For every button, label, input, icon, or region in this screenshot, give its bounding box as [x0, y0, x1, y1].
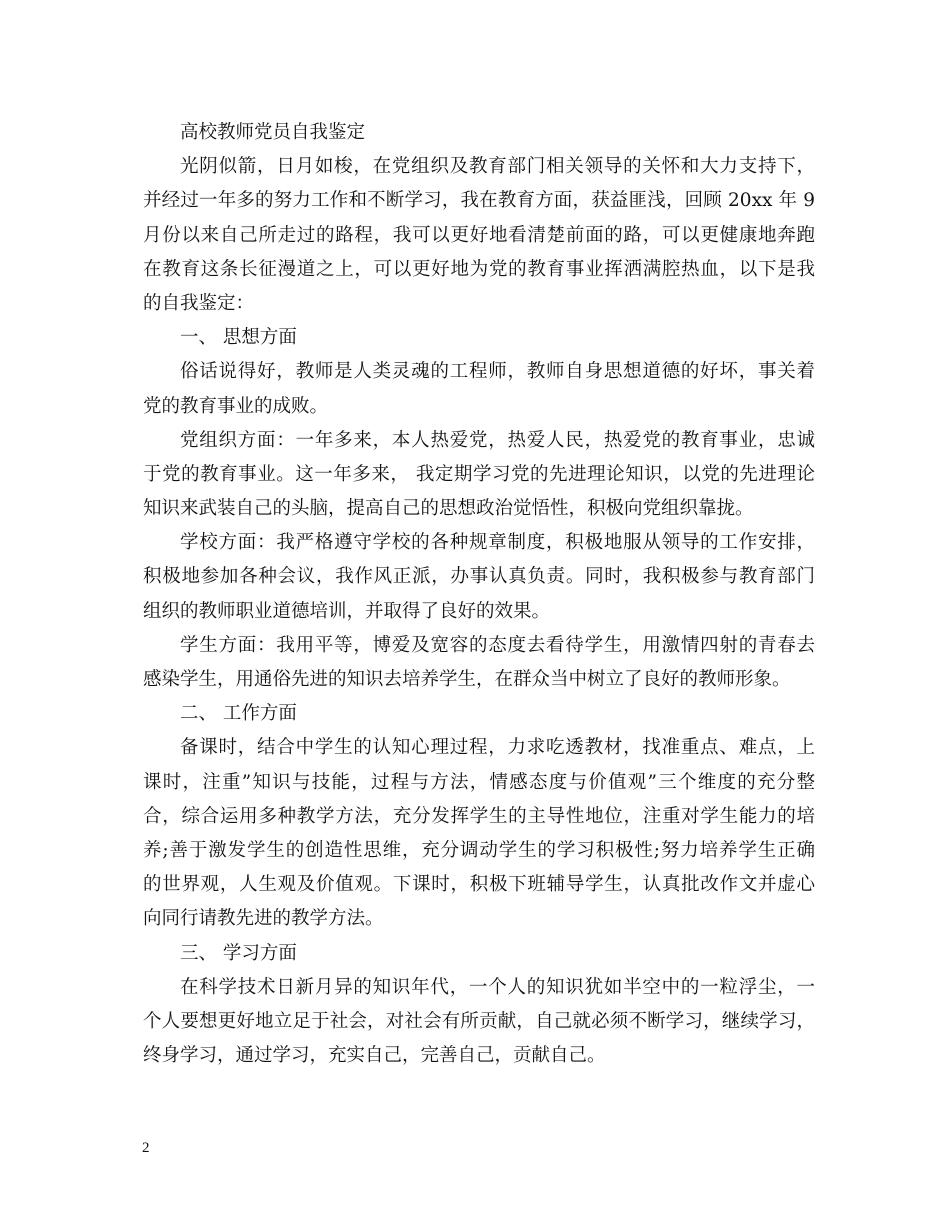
- text-line: 知识来武装自己的头脑，提高自己的思想政治觉悟性，积极向党组织靠拢。: [143, 498, 754, 520]
- text-line: 党组织方面：一年多来，本人热爱党，热爱人民，热爱党的教育事业，忠诚: [180, 429, 815, 451]
- text-line: 的世界观，人生观及价值观。下课时，积极下班辅导学生，认真批改作文并虚心: [143, 874, 815, 896]
- text-line: 在教育这条长征漫道之上，可以更好地为党的教育事业挥洒满腔热血，以下是我: [143, 258, 815, 280]
- document-body: [143, 116, 815, 1073]
- text-line: 养;善于激发学生的创造性思维，充分调动学生的学习积极性;努力培养学生正确: [143, 839, 815, 861]
- text-line: 积极地参加各种会议，我作风正派，办事认真负责。同时，我积极参与教育部门: [143, 566, 815, 588]
- text-line: 终身学习，通过学习，充实自己，完善自己，贡献自己。: [143, 1045, 606, 1067]
- page-number: 2: [142, 1140, 150, 1156]
- text-line: 学校方面：我严格遵守学校的各种规章制度，积极地服从领导的工作安排，: [180, 532, 815, 554]
- text-line: 感染学生，用通俗先进的知识去培养学生，在群众当中树立了良好的教师形象。: [143, 669, 791, 690]
- text-line: 于党的教育事业。这一年多来， 我定期学习党的先进理论知识，以党的先进理论: [143, 463, 815, 485]
- text-line: 三、 学习方面: [180, 942, 297, 964]
- text-line: 课时，注重”知识与技能，过程与方法，情感态度与价值观”三个维度的充分整: [143, 771, 815, 793]
- text-line: 向同行请教先进的教学方法。: [143, 908, 384, 930]
- text-line: 学生方面：我用平等，博爱及宽容的态度去看待学生，用激情四射的青春去: [180, 634, 815, 656]
- document-title: 高校教师党员自我鉴定: [180, 122, 366, 143]
- text-line: 并经过一年多的努力工作和不断学习，我在教育方面，获益匪浅，回顾 20xx 年 9: [143, 190, 815, 212]
- text-line: 个人要想更好地立足于社会，对社会有所贡献，自己就必须不断学习，继续学习，: [143, 1010, 815, 1032]
- text-line: 合，综合运用多种教学方法，充分发挥学生的主导性地位，注重对学生能力的培: [143, 805, 815, 827]
- text-line: 党的教育事业的成败。: [143, 395, 329, 417]
- text-line: 组织的教师职业道德培训，并取得了良好的效果。: [143, 600, 551, 622]
- text-line: 俗话说得好，教师是人类灵魂的工程师，教师自身思想道德的好坏，事关着: [180, 361, 815, 383]
- text-line: 的自我鉴定：: [143, 292, 255, 314]
- text-line: 一、 思想方面: [180, 327, 297, 349]
- text-line: 月份以来自己所走过的路程，我可以更好地看清楚前面的路，可以更健康地奔跑: [143, 224, 815, 246]
- text-line: 备课时，结合中学生的认知心理过程，力求吃透教材，找准重点、难点，上: [180, 737, 815, 759]
- text-line: 二、 工作方面: [180, 703, 297, 725]
- text-line: 在科学技术日新月异的知识年代，一个人的知识犹如半空中的一粒浮尘，一: [180, 976, 815, 998]
- text-line: 光阴似箭，日月如梭，在党组织及教育部门相关领导的关怀和大力支持下，: [180, 156, 815, 178]
